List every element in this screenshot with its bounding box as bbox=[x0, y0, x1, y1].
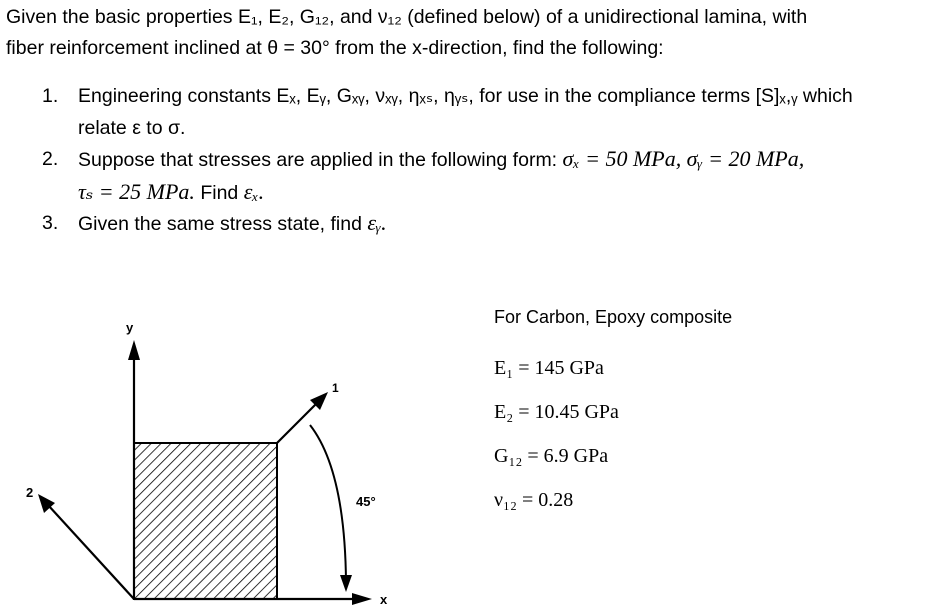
y-axis-arrowhead bbox=[128, 340, 140, 360]
epsilon-x-target: εₓ. bbox=[243, 179, 265, 204]
axis-2 bbox=[48, 505, 134, 599]
question-1-line-2: relate ε to σ. bbox=[78, 117, 186, 139]
tau-s-equation: τₛ = 25 MPa. bbox=[78, 179, 195, 204]
angle-label: 45° bbox=[356, 494, 376, 509]
x-axis-arrowhead bbox=[352, 593, 372, 605]
axis-1 bbox=[277, 402, 318, 443]
angle-arc-arrowhead bbox=[340, 575, 352, 592]
question-number: 2. bbox=[42, 148, 59, 170]
material-properties bbox=[494, 302, 732, 522]
question-3-text: Given the same stress state, find bbox=[78, 213, 362, 235]
intro-line-1: Given the basic properties E₁, E₂, G₁₂, and ν₁₂ (defined below) of a unidirectional lamina, with bbox=[6, 6, 808, 28]
nu12-value: ν₁₂ = 0.28 bbox=[494, 489, 574, 511]
y-axis-label: y bbox=[126, 320, 134, 335]
lamina-axes-diagram bbox=[0, 300, 460, 607]
e2-value: E₂ = 10.45 GPa bbox=[494, 401, 619, 423]
question-2-text: Suppose that stresses are applied in the following form: bbox=[78, 149, 558, 171]
axis-2-label: 2 bbox=[26, 485, 34, 500]
question-number: 1. bbox=[42, 85, 59, 107]
x-axis-label: x bbox=[380, 592, 388, 607]
find-text: Find bbox=[200, 182, 239, 204]
intro-line-2: fiber reinforcement inclined at θ = 30° from the x-direction, find the following: bbox=[6, 37, 664, 59]
lamina-square bbox=[134, 443, 277, 599]
problem-intro bbox=[6, 2, 931, 64]
angle-arc bbox=[310, 425, 346, 582]
properties-heading: For Carbon, Epoxy composite bbox=[494, 307, 733, 327]
sigma-y-equation: σᵧ = 20 MPa, bbox=[686, 146, 805, 171]
sigma-x-equation: σₓ = 50 MPa, bbox=[562, 146, 682, 171]
axis-1-label: 1 bbox=[332, 381, 339, 395]
e1-value: E₁ = 145 GPa bbox=[494, 357, 604, 379]
g12-value: G₁₂ = 6.9 GPa bbox=[494, 445, 609, 467]
epsilon-y-target: εᵧ. bbox=[367, 210, 387, 235]
question-number: 3. bbox=[42, 212, 59, 234]
question-1-line-1: Engineering constants Eₓ, Eᵧ, Gₓᵧ, νₓᵧ, ηₓₛ, ηᵧₛ, for use in the compliance terms [S]ₓ,ᵧ which bbox=[78, 85, 853, 107]
